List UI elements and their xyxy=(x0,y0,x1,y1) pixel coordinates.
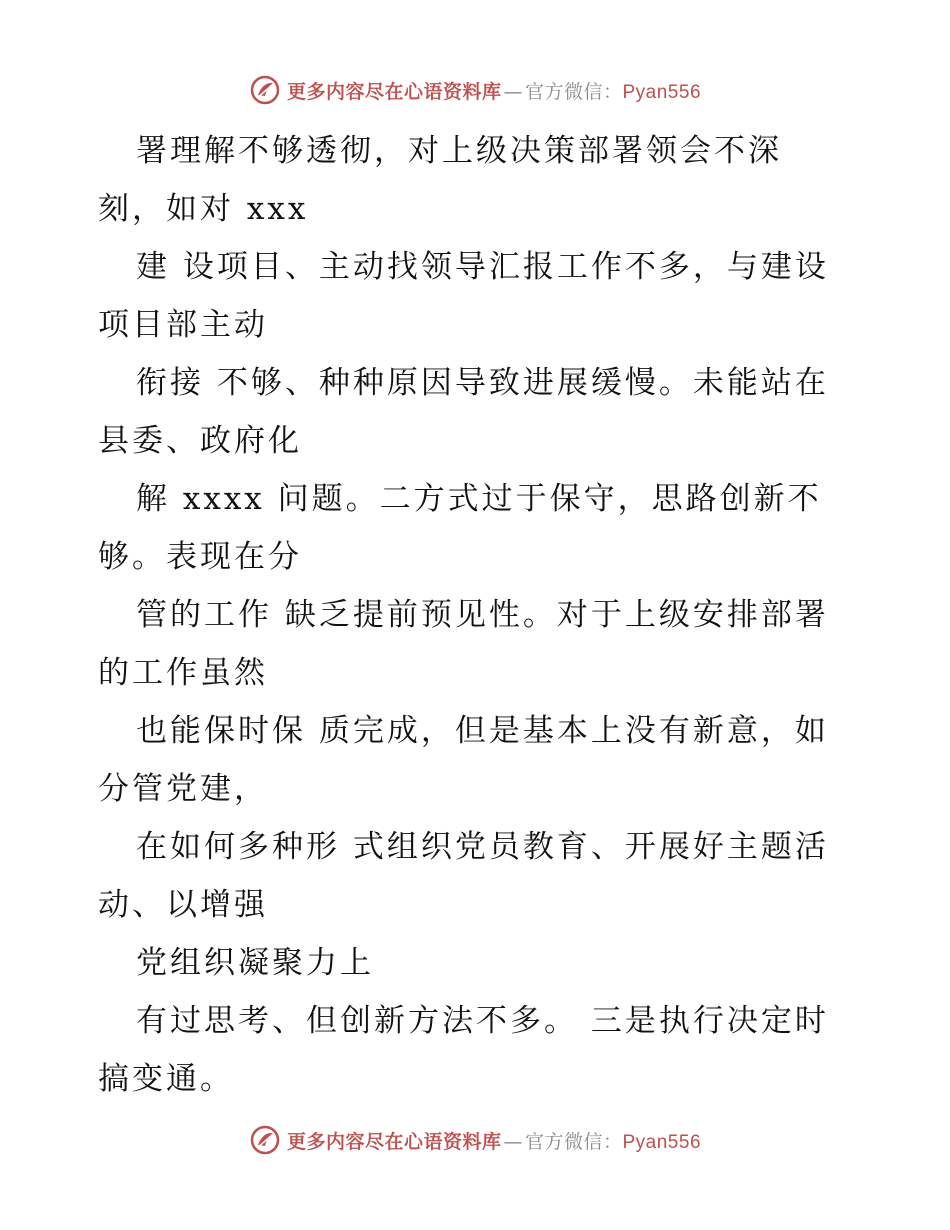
library-logo-icon xyxy=(249,1124,281,1156)
footer-watermark xyxy=(0,1120,950,1160)
paragraph: 党组织凝聚力上 xyxy=(136,945,374,981)
paragraph: 在如何多种形 式组织党员教育、开展好主题活动、以增强 xyxy=(98,829,829,923)
paragraph: 有过思考、但创新方法不多。 三是执行决定时搞变通。 xyxy=(98,1003,829,1097)
header-watermark xyxy=(0,70,950,110)
watermark-sub-text: 官方微信： xyxy=(524,1130,623,1153)
watermark-id: Pyan556 xyxy=(622,81,702,103)
watermark-main-text: 更多内容尽在心语资料库 xyxy=(286,80,502,103)
watermark-dash: — xyxy=(503,80,523,103)
paragraph: 建 设项目、主动找领导汇报工作不多，与建设项目部主动 xyxy=(98,249,829,343)
watermark-sub-text: 官方微信： xyxy=(524,80,623,103)
watermark-dash: — xyxy=(503,1130,523,1153)
library-logo-icon xyxy=(249,74,281,106)
document-body xyxy=(98,122,838,1108)
watermark-main-text: 更多内容尽在心语资料库 xyxy=(286,1130,502,1153)
watermark-id: Pyan556 xyxy=(622,1131,702,1153)
paragraph: 管的工作 缺乏提前预见性。对于上级安排部署的工作虽然 xyxy=(98,597,829,691)
paragraph: 衔接 不够、种种原因导致进展缓慢。未能站在县委、政府化 xyxy=(98,365,829,459)
paragraph: 解 xxxx 问题。二方式过于保守，思路创新不够。表现在分 xyxy=(98,481,822,575)
paragraph: 也能保时保 质完成，但是基本上没有新意，如分管党建， xyxy=(98,713,829,807)
paragraph: 署理解不够透彻，对上级决策部署领会不深刻，如对 xxx xyxy=(98,133,782,227)
